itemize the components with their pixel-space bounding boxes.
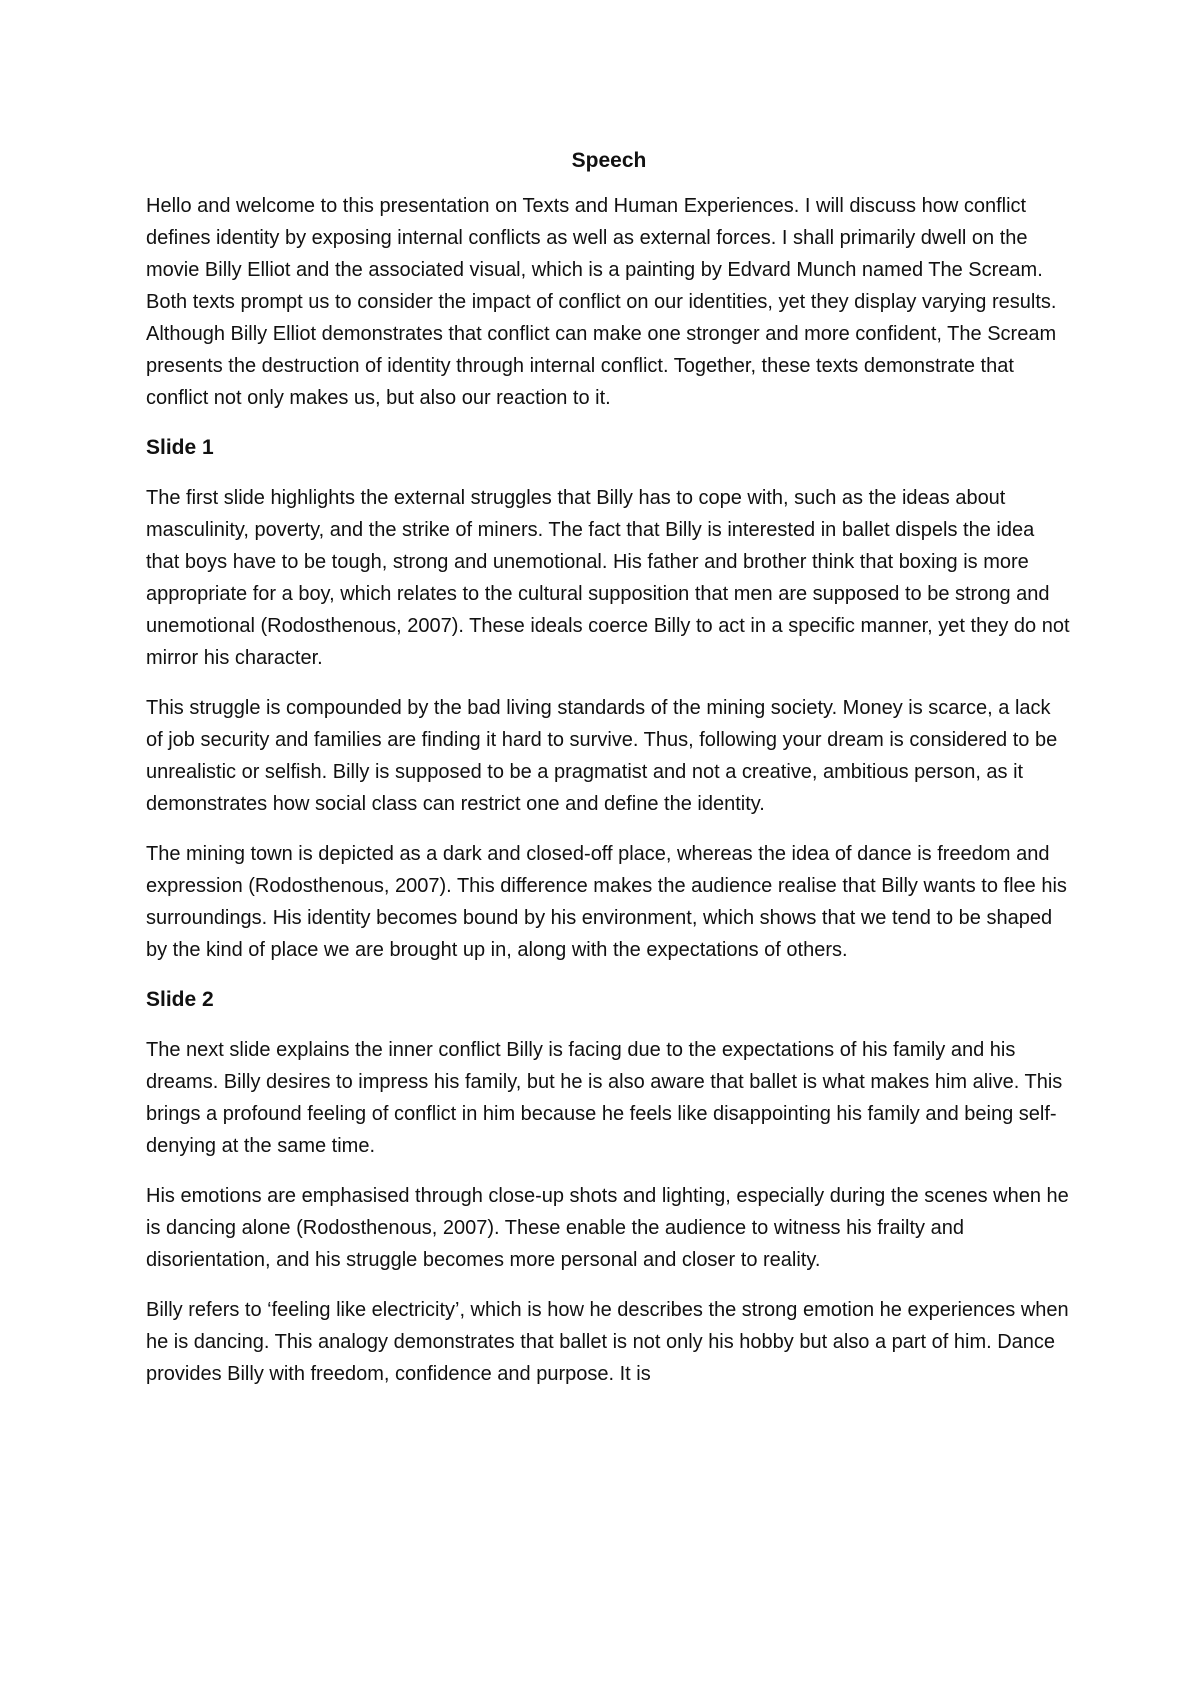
document-title: Speech <box>571 149 647 172</box>
slide-2-paragraph-3: Billy refers to ‘feeling like electricity’, which is how he describes the strong emotion he experiences when he is dancing. This analogy demonstrates that ballet is not only his hobby but also a part of him. Dance provides Billy with freedom, confidence and purpose. It is <box>146 1299 1069 1385</box>
document-body <box>146 145 1072 1408</box>
slide-1-paragraph-2: This struggle is compounded by the bad living standards of the mining society. Money is scarce, a lack of job security and families are finding it hard to survive. Thus, following your dream is considered to be unrealistic or selfish. Billy is supposed to be a pragmatist and not a creative, ambitious person, as it demonstrates how social class can restrict one and define the identity. <box>146 697 1058 815</box>
intro-paragraph: Hello and welcome to this presentation on Texts and Human Experiences. I will discuss how conflict defines identity by exposing internal conflicts as well as external forces. I shall primarily dwell on the movie Billy Elliot and the associated visual, which is a painting by Edvard Munch named The Scream. Both texts prompt us to consider the impact of conflict on our identities, yet they display varying results. Although Billy Elliot demonstrates that conflict can make one stronger and more confident, The Scream presents the destruction of identity through internal conflict. Together, these texts demonstrate that conflict not only makes us, but also our reaction to it. <box>146 195 1057 409</box>
slide-1-paragraph-1: The first slide highlights the external struggles that Billy has to cope with, such as the ideas about masculinity, poverty, and the strike of miners. The fact that Billy is interested in ballet dispels the idea that boys have to be tough, strong and unemotional. His father and brother think that boxing is more appropriate for a boy, which relates to the cultural supposition that men are supposed to be strong and unemotional (Rodosthenous, 2007). These ideals coerce Billy to act in a specific manner, yet they do not mirror his character. <box>146 487 1070 669</box>
slide-2-paragraph-1: The next slide explains the inner conflict Billy is facing due to the expectations of his family and his dreams. Billy desires to impress his family, but he is also aware that ballet is what makes him alive. This brings a profound feeling of conflict in him because he feels like disappointing his family and being self-denying at the same time. <box>146 1039 1063 1157</box>
slide-2-paragraph-2: His emotions are emphasised through close-up shots and lighting, especially during the scenes when he is dancing alone (Rodosthenous, 2007). These enable the audience to witness his frailty and disorientation, and his struggle becomes more personal and closer to reality. <box>146 1185 1069 1271</box>
slide-1-section <box>146 432 1072 966</box>
slide-1-paragraph-3: The mining town is depicted as a dark and closed-off place, whereas the idea of dance is freedom and expression (Rodosthenous, 2007). This difference makes the audience realise that Billy wants to flee his surroundings. His identity becomes bound by his environment, which shows that we tend to be shaped by the kind of place we are brought up in, along with the expectations of others. <box>146 843 1067 961</box>
slide-2-section <box>146 984 1072 1390</box>
slide-2-heading: Slide 2 <box>146 988 214 1011</box>
slide-1-heading: Slide 1 <box>146 436 214 459</box>
